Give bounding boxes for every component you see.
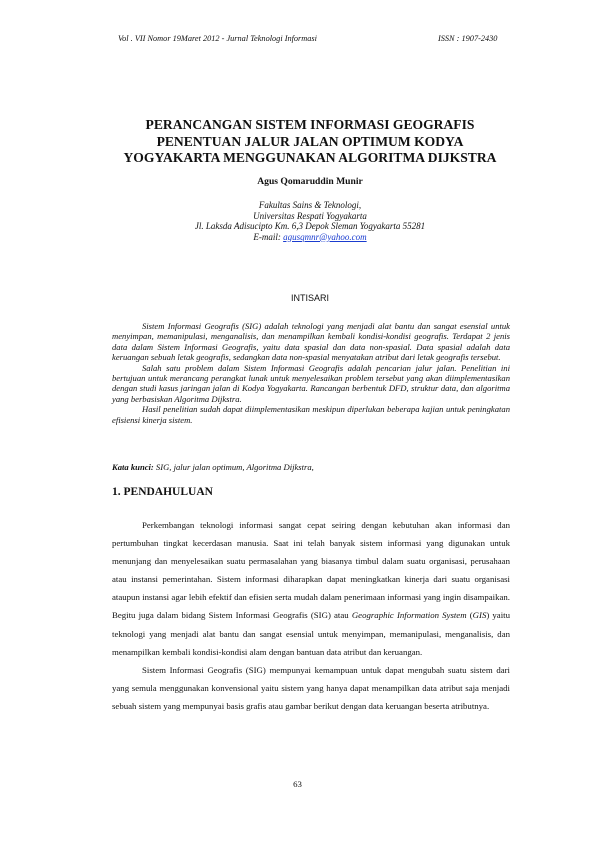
abstract-body xyxy=(112,321,510,425)
body-text-run: ) yaitu teknologi yang menjadi alat bantu dan sangat esensial untuk menyimpan, memanipulasi, menganalisis, dan menampilkan kembali kondisi-kondisi alam dengan bantuan data atribut dan keruangan. xyxy=(112,610,511,657)
title-line-2: PENENTUAN JALUR JALAN OPTIMUM KODYA xyxy=(156,133,464,149)
page-number: 63 xyxy=(293,779,302,789)
email-label: E-mail: xyxy=(253,231,284,242)
body-text-run: ( xyxy=(466,610,473,621)
issn: ISSN : 1907-2430 xyxy=(438,34,498,43)
title-line-1: PERANCANGAN SISTEM INFORMASI GEOGRAFIS xyxy=(145,117,475,132)
abstract-paragraph-3: Hasil penelitian sudah dapat diimplementasikan meskipun diperlukan beberapa kajian untuk peningkatan efisiensi kinerja sistem. xyxy=(112,404,510,425)
abstract-paragraph-1: Sistem Informasi Geografis (SIG) adalah teknologi yang menjadi alat bantu dan sangat esensial untuk menyimpan, memanipulasi, menganalisis, dan menampilkan kembali kondisi-kondisi geografis. Terdapat 2 jenis data dalam Sistem Informasi Geografis, yaitu data spasial dan data non-spasial. Data spasial adalah data keruangan sebuah letak geografis, sedangkan data non-spasial menyatakan atribut dari letak geografis tersebut. xyxy=(112,321,510,363)
email-link[interactable]: agusqmnr@yahoo.com xyxy=(283,231,367,242)
abstract-paragraph-2: Salah satu problem dalam Sistem Informasi Geografis adalah pencarian jalur jalan. Penelitian ini bertujuan untuk merancang perangkat lunak untuk menyelesaikan problem tersebut yang akan diimplementasikan dengan studi kasus jaringan jalan di Kodya Yogyakarta. Rancangan berbentuk DFD, struktur data, dan algoritma yang berbasiskan Algoritma Dijkstra. xyxy=(112,362,510,404)
section-heading: 1. PENDAHULUAN xyxy=(112,486,213,498)
affiliation-email xyxy=(100,232,520,243)
affiliation-university: Universitas Respati Yogyakarta xyxy=(253,210,367,221)
body-text-run: Perkembangan teknologi informasi sangat cepat seiring dengan kebutuhan akan informasi dan pertumbuhan tingkat kecerdasan manusia. Saat ini telah banyak sistem informasi yang digunakan untuk menunjang dan menyelesaikan suatu permasalahan yang biasanya timbul dalam suatu organisasi, perusahaan atau instansi pemerintahan. Sistem informasi diharapkan dapat meningkatkan kinerja dari suatu organisasi ataupun instansi agar lebih efektif dan efisien serta mudah dalam penerimaan informasi yang ingin disampaikan. Begitu juga dalam bidang Sistem Informasi Geografis (SIG) atau xyxy=(112,520,510,621)
abstract-heading: INTISARI xyxy=(290,293,329,303)
author-name: Agus Qomaruddin Munir xyxy=(257,176,363,187)
affiliation-address: Jl. Laksda Adisucipto Km. 6,3 Depok Sleman Yogyakarta 55281 xyxy=(194,221,426,231)
affiliation xyxy=(100,200,520,242)
keywords-value: SIG, jalur jalan optimum, Algoritma Dijkstra, xyxy=(153,462,314,472)
paper-title xyxy=(100,117,520,167)
body-emphasis: Geographic Information System xyxy=(351,610,467,621)
section-body xyxy=(112,516,510,715)
body-paragraph-2: Sistem Informasi Geografis (SIG) mempunyai kemampuan untuk dapat mengubah suatu sistem dari yang semula menggunakan konvensional yaitu sistem yang hanya dapat menampilkan data atribut saja menjadi sebuah sistem yang mempunyai basis grafis atau gambar berikut dengan data keruangan beserta atributnya. xyxy=(112,664,510,711)
title-line-3: YOGYAKARTA MENGGUNAKAN ALGORITMA DIJKSTRA xyxy=(123,150,497,165)
keywords xyxy=(112,462,510,472)
affiliation-faculty: Fakultas Sains & Teknologi, xyxy=(258,200,362,210)
body-paragraph-1 xyxy=(112,516,510,661)
keywords-label: Kata kunci: xyxy=(112,462,154,472)
journal-info: Vol . VII Nomor 19Maret 2012 - Jurnal Teknologi Informasi xyxy=(118,34,317,43)
body-emphasis: GIS xyxy=(472,610,487,621)
